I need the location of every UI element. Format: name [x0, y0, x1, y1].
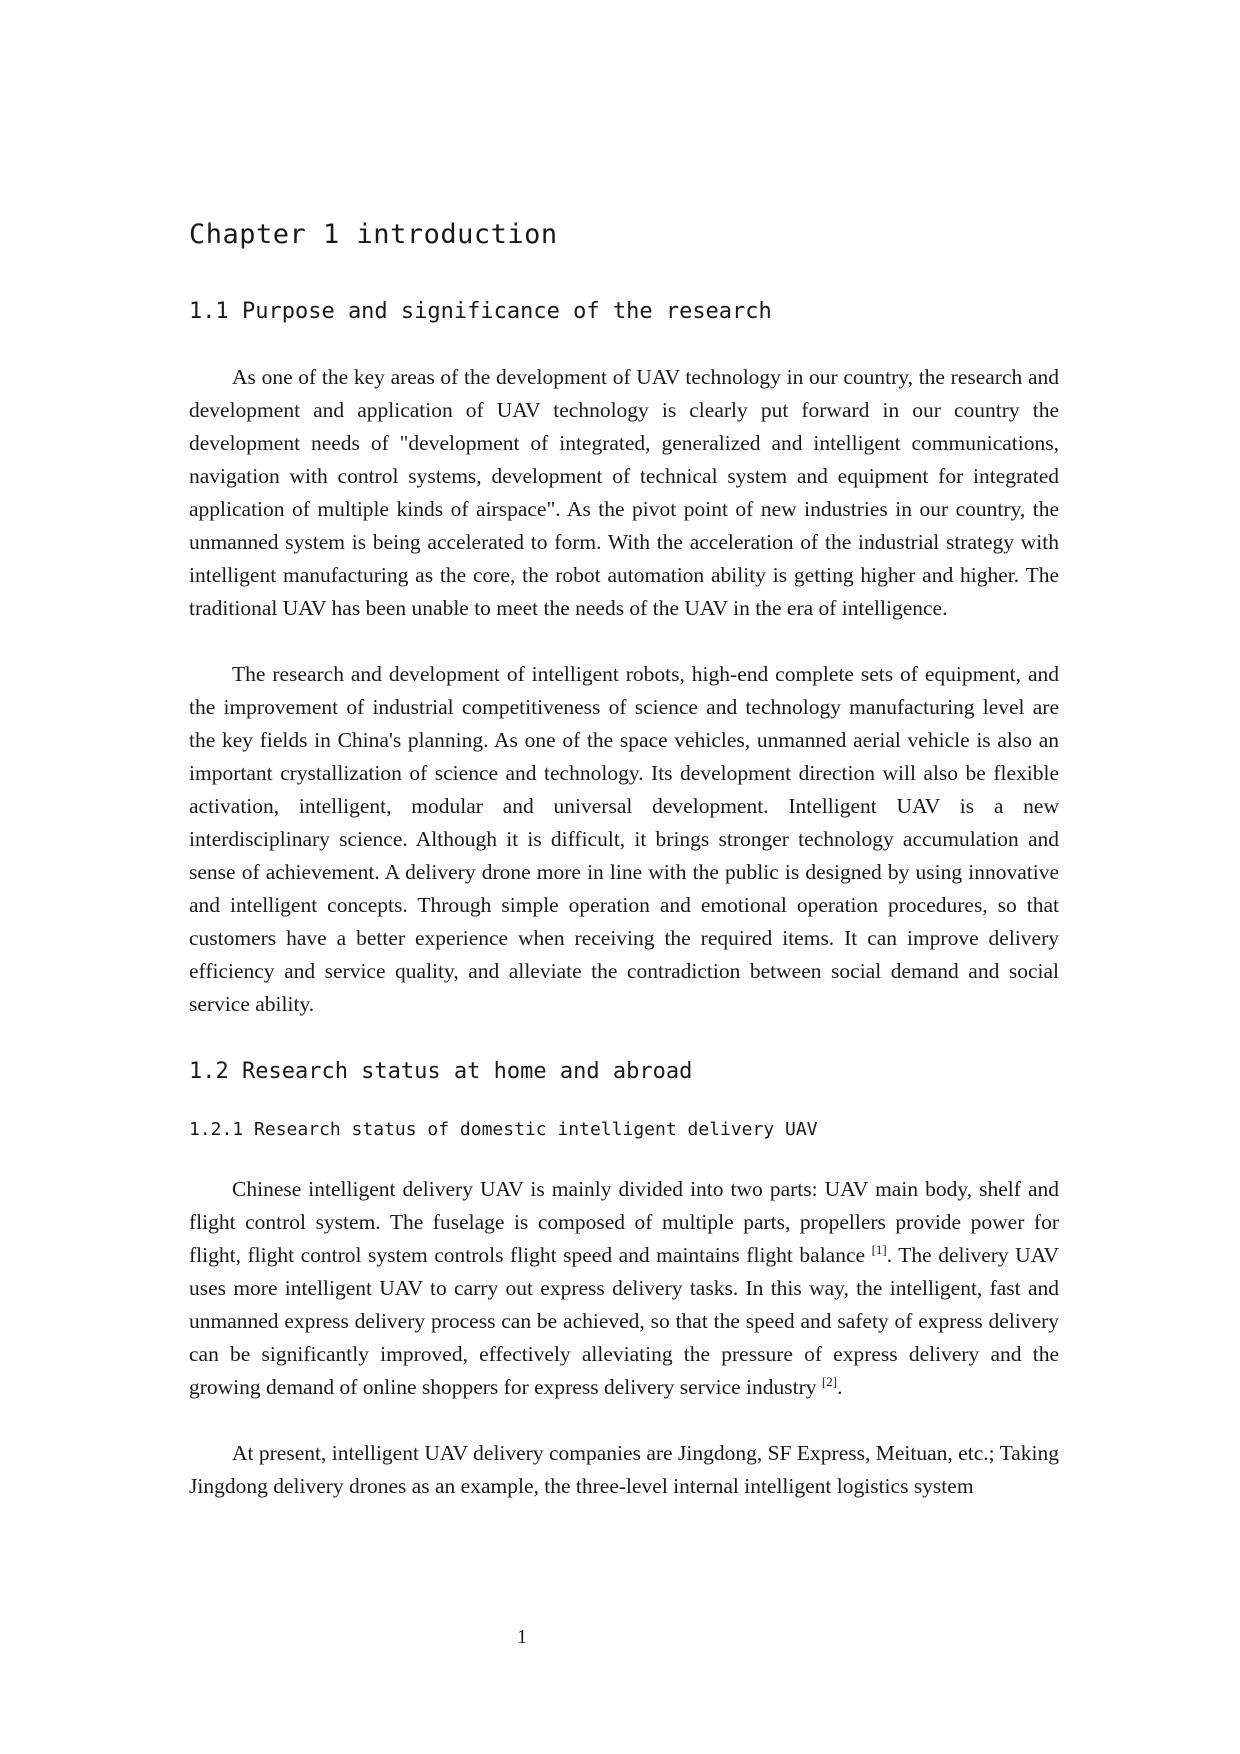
paragraph-2: The research and development of intelligent robots, high-end complete sets of equipment, and the improvement of industrial competitiveness of science and technology manufacturing level are the key fields in China's planning. As one of the space vehicles, unmanned aerial vehicle is also an important crystallization of science and technology. Its development direction will also be flexible activation, intelligent, modular and universal development. Intelligent UAV is a new interdisciplinary science. Although it is difficult, it brings stronger technology accumulation and sense of achievement. A delivery drone more in line with the public is designed by using innovative and intelligent concepts. Through simple operation and emotional operation procedures, so that customers have a better experience when receiving the required items. It can improve delivery efficiency and service quality, and alleviate the contradiction between social demand and social service ability.: [189, 662, 1059, 1016]
citation-2: [2]: [821, 1374, 838, 1389]
document-page: [189, 205, 1059, 1503]
paragraph-1: As one of the key areas of the development of UAV technology in our country, the research and development and application of UAV technology is clearly put forward in our country the development needs of "development of integrated, generalized and intelligent communications, navigation with control systems, development of technical system and equipment for integrated application of multiple kinds of airspace". As the pivot point of new industries in our country, the unmanned system is being accelerated to form. With the acceleration of the industrial strategy with intelligent manufacturing as the core, the robot automation ability is getting higher and higher. The traditional UAV has been unable to meet the needs of the UAV in the era of intelligence.: [189, 365, 1059, 620]
paragraph-4: At present, intelligent UAV delivery companies are Jingdong, SF Express, Meituan, etc.; Taking Jingdong delivery drones as an example, the three-level internal intelligent logistics system: [189, 1441, 1059, 1498]
paragraph-3-text-b: . The delivery UAV uses more intelligent UAV to carry out express delivery tasks. In this way, the intelligent, fast and unmanned express delivery process can be achieved, so that the speed and safety of express delivery can be significantly improved, effectively alleviating the pressure of express delivery and the growing demand of online shoppers for express delivery service industry: [189, 1243, 1059, 1399]
chapter-title: Chapter 1 introduction: [189, 219, 558, 250]
subsection-1-2-1-title: 1.2.1 Research status of domestic intelligent delivery UAV: [189, 1119, 818, 1140]
citation-1: [1]: [871, 1242, 887, 1257]
paragraph-3-text-a: Chinese intelligent delivery UAV is mainly divided into two parts: UAV main body, shelf and flight control system. The fuselage is composed of multiple parts, propellers provide power for flight, flight control system controls flight speed and maintains flight balance: [189, 1177, 1059, 1267]
section-1-1-title: 1.1 Purpose and significance of the research: [189, 299, 772, 324]
page-number: 1: [517, 1626, 527, 1648]
paragraph-3: [189, 1173, 1059, 1404]
section-1-2-title: 1.2 Research status at home and abroad: [189, 1059, 693, 1084]
paragraph-3-text-c: .: [837, 1375, 843, 1399]
